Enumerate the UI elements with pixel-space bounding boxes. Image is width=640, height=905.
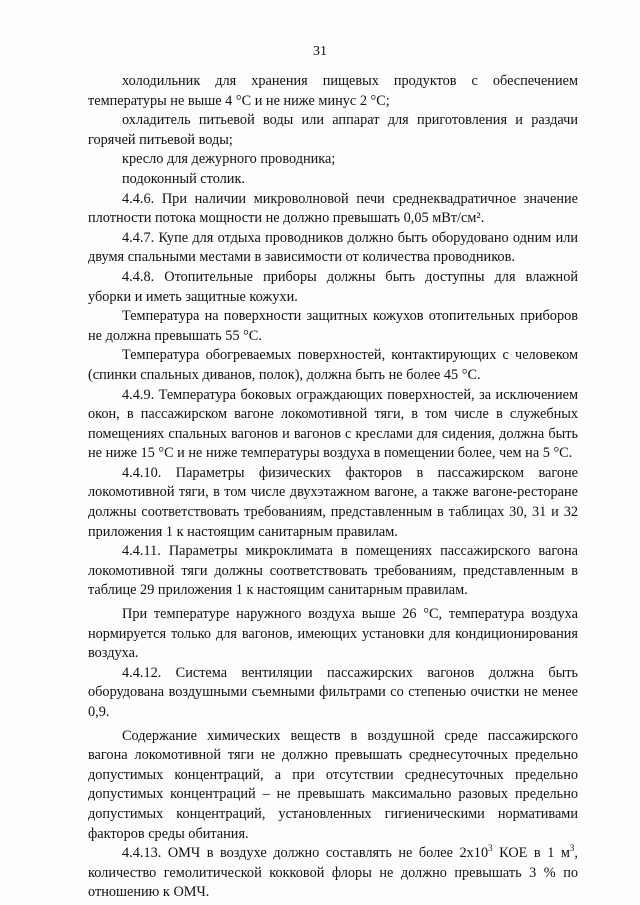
- paragraph-4-4-13: [88, 844, 578, 903]
- paragraph-4-4-6: 4.4.6. При наличии микроволновой печи среднеквадратичное значение плотности потока мощности не должно превышать 0,05 мВт/см².: [88, 190, 578, 227]
- exponent-3-unit: 3: [569, 843, 575, 854]
- paragraph-water-cooler: охладитель питьевой воды или аппарат для приготовления и раздачи горячей питьевой воды;: [88, 112, 578, 148]
- paragraph-window-table: подоконный столик.: [122, 170, 245, 187]
- paragraph-4-4-8: 4.4.8. Отопительные приборы должны быть доступны для влажной уборки и иметь защитные кожухи.: [88, 268, 578, 305]
- paragraph-4-4-9: 4.4.9. Температура боковых ограждающих поверхностей, за исключением окон, в пассажирском вагоне локомотивной тяги, в том числе в служебных помещениях спальных вагонов и вагонов с креслами для сидения, должна быть не ниже 15 °С и не ниже температуры воздуха в помещении более, чем на 5 °С.: [88, 386, 578, 462]
- paragraph-outdoor-temperature: При температуре наружного воздуха выше 26 °С, температура воздуха нормируется только для вагонов, имеющих установки для кондиционирования воздуха.: [88, 606, 578, 662]
- exponent-3: 3: [488, 843, 493, 854]
- paragraph-cover-temperature: Температура на поверхности защитных кожухов отопительных приборов не должна превышать 55 °С.: [88, 308, 578, 344]
- paragraph-4-4-12: 4.4.12. Система вентиляции пассажирских вагонов должна быть оборудована воздушными съемными фильтрами со степенью очистки не менее 0,9.: [88, 664, 578, 720]
- page-number: 31: [313, 44, 327, 59]
- paragraph-4-4-10: 4.4.10. Параметры физических факторов в пассажирском вагоне локомотивной тяги, в том числе двухэтажном вагоне, а также вагоне-ресторане должны соответствовать требованиям, представленным в таблицах 30, 31 и 32 приложения 1 к настоящим санитарным правилам.: [88, 464, 578, 540]
- paragraph-chemical-substances: Содержание химических веществ в воздушной среде пассажирского вагона локомотивной тяги не должно превышать среднесуточных предельно допустимых концентраций, а при отсутствии среднесуточных предельно допустимых концентраций – не превышать максимально разовых предельно допустимых концентраций, установленных гигиеническими нормативами факторов среды обитания.: [88, 727, 578, 842]
- paragraph-4-4-13-part2: КОЕ в 1 м: [492, 845, 570, 862]
- paragraph-4-4-11: 4.4.11. Параметры микроклимата в помещениях пассажирского вагона локомотивной тяги должны соответствовать требованиям, представленным в таблице 29 приложения 1 к настоящим санитарным правилам.: [88, 543, 578, 599]
- paragraph-armchair: кресло для дежурного проводника;: [122, 151, 336, 168]
- paragraph-refrigerator: холодильник для хранения пищевых продуктов с обеспечением температуры не выше 4 °С и не ниже минус 2 °С;: [88, 73, 578, 109]
- paragraph-heated-surfaces: Температура обогреваемых поверхностей, контактирующих с человеком (спинки спальных диванов, полок), должна быть не более 45 °С.: [88, 347, 578, 383]
- document-body: [88, 72, 578, 903]
- paragraph-4-4-13-part1: 4.4.13. ОМЧ в воздухе должно составлять не более 2x10: [122, 845, 489, 862]
- paragraph-4-4-7: 4.4.7. Купе для отдыха проводников должно быть оборудовано одним или двумя спальными местами в зависимости от количества проводников.: [88, 229, 578, 266]
- paragraph-4-4-13-part3: , количество гемолитической кокковой флоры не должно превышать 3 % по отношению к ОМЧ.: [88, 845, 578, 901]
